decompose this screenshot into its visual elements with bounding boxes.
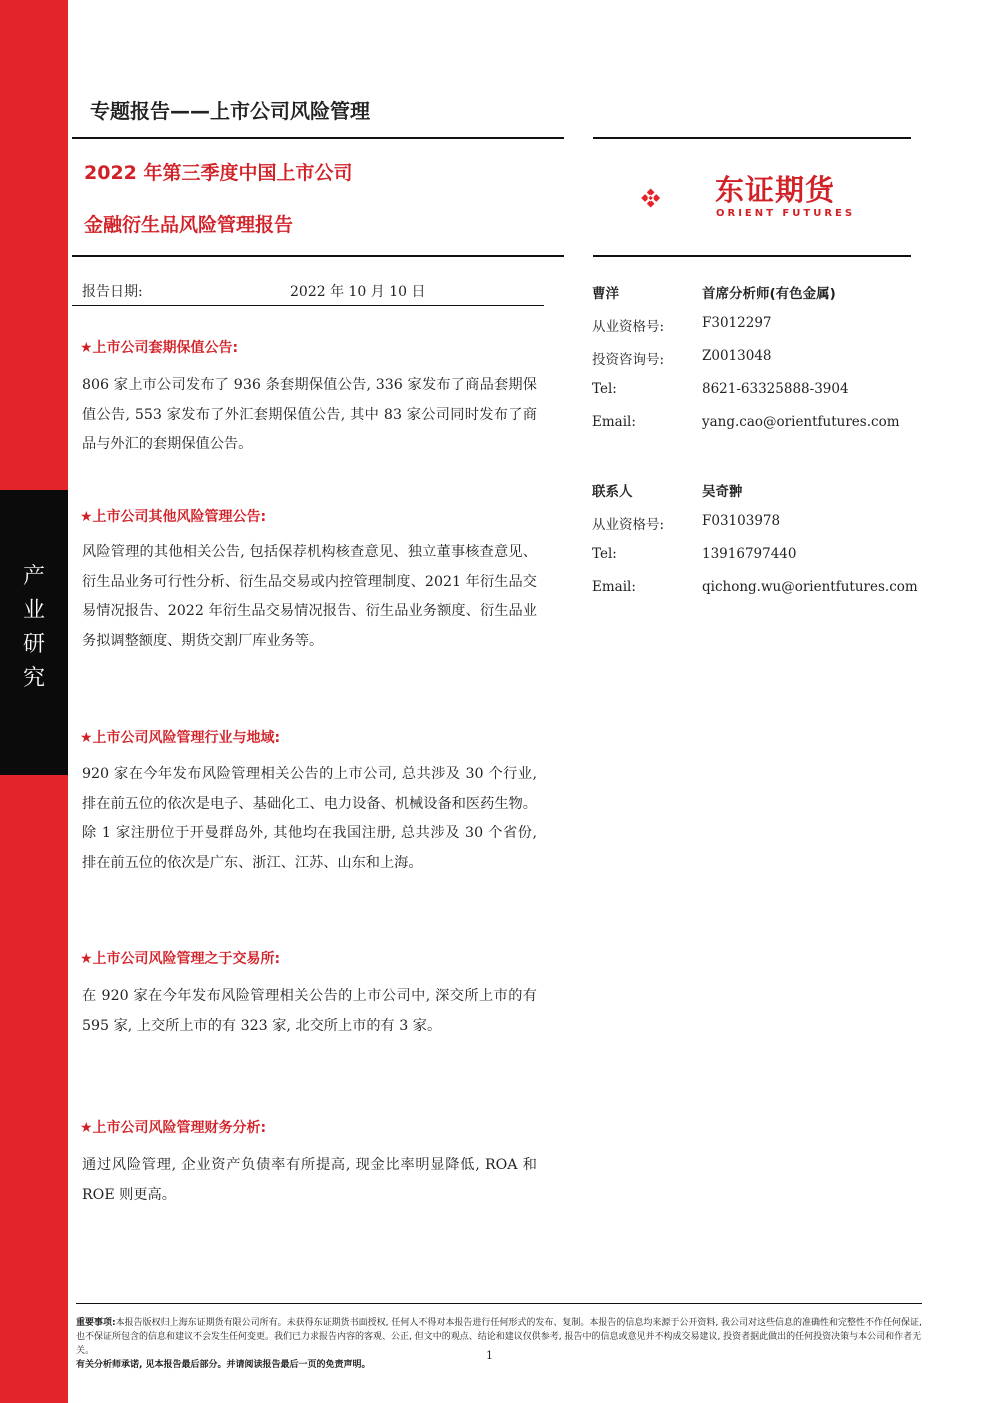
report-date-label: 报告日期: xyxy=(82,284,143,300)
contact-qual: F03103978 xyxy=(702,513,781,529)
report-title-line1: 2022 年第三季度中国上市公司 xyxy=(84,162,353,184)
analyst-consult: Z0013048 xyxy=(702,348,772,364)
report-title-line2: 金融衍生品风险管理报告 xyxy=(84,214,294,236)
divider xyxy=(72,305,544,306)
disclaimer-footer: 有关分析师承诺, 见本报告最后部分。并请阅读报告最后一页的免责声明。 xyxy=(76,1360,371,1370)
section-heading: ★上市公司风险管理财务分析: xyxy=(80,1120,267,1136)
category-label xyxy=(0,560,68,696)
section-heading: ★上市公司风险管理行业与地域: xyxy=(80,730,281,746)
analyst-title: 首席分析师(有色金属) xyxy=(702,286,836,302)
section-body: 通过风险管理, 企业资产负债率有所提高, 现金比率明显降低, ROA 和 ROE 则更高。 xyxy=(82,1157,537,1203)
category-char: 业 xyxy=(22,598,45,623)
category-char: 究 xyxy=(22,666,45,691)
disclaimer xyxy=(76,1316,926,1372)
category-char: 产 xyxy=(22,564,45,589)
section-heading: ★上市公司套期保值公告: xyxy=(80,340,239,356)
divider xyxy=(593,137,911,139)
contact-qual-label: 从业资格号: xyxy=(592,517,665,533)
analyst-consult-label: 投资咨询号: xyxy=(592,352,665,368)
analyst-qual-label: 从业资格号: xyxy=(592,319,665,335)
section-body: 920 家在今年发布风险管理相关公告的上市公司, 总共涉及 30 个行业, 排在前五位的依次是电子、基础化工、电力设备、机械设备和医药生物。除 1 家注册位于开曼群岛外, 其他均在我国注册, 总共涉及 30 个省份, 排在前五位的依次是广东、浙江、江苏、山东和上海。 xyxy=(82,766,537,871)
orient-futures-logo-icon xyxy=(640,168,710,228)
contact-role: 联系人 xyxy=(592,484,633,500)
analyst-tel-label: Tel: xyxy=(592,381,617,397)
divider xyxy=(72,137,564,139)
logo-name-cn: 东证期货 xyxy=(715,173,836,207)
series-title: 专题报告——上市公司风险管理 xyxy=(90,99,370,123)
analyst-tel: 8621-63325888-3904 xyxy=(702,381,849,397)
logo-name-en: ORIENT FUTURES xyxy=(716,208,856,219)
contact-email-label: Email: xyxy=(592,579,636,595)
category-char: 研 xyxy=(22,632,45,657)
analyst-name: 曹洋 xyxy=(592,286,619,302)
disclaimer-label: 重要事项: xyxy=(76,1318,116,1328)
contact-email[interactable]: qichong.wu@orientfutures.com xyxy=(702,579,918,595)
section-body: 806 家上市公司发布了 936 条套期保值公告, 336 家发布了商品套期保值公告, 553 家发布了外汇套期保值公告, 其中 83 家公司同时发布了商品与外汇的套期保值公告。 xyxy=(82,377,537,452)
contact-name: 吴奇翀 xyxy=(702,484,743,500)
analyst-email-label: Email: xyxy=(592,414,636,430)
divider xyxy=(593,255,911,257)
contact-tel: 13916797440 xyxy=(702,546,797,562)
section-heading: ★上市公司风险管理之于交易所: xyxy=(80,951,281,967)
report-date-value: 2022 年 10 月 10 日 xyxy=(290,284,426,300)
page-number: 1 xyxy=(486,1349,493,1362)
footer-divider xyxy=(76,1303,922,1304)
disclaimer-text: 本报告版权归上海东证期货有限公司所有。未获得东证期货书面授权, 任何人不得对本报告进行任何形式的发布、复制。本报告的信息均来源于公开资料, 我公司对这些信息的准确性和完整性不作任何保证, 也不保证所包含的信息和建议不会发生任何变更。我们已力求报告内容的客观、公正, 但文中的观点、结论和建议仅供参考, 报告中的信息或意见并不构成交易建议, 投资者据此做出的任何投资决策与本公司和作者无关。 xyxy=(76,1318,922,1356)
analyst-qual: F3012297 xyxy=(702,315,772,331)
section-body: 在 920 家在今年发布风险管理相关公告的上市公司中, 深交所上市的有 595 家, 上交所上市的有 323 家, 北交所上市的有 3 家。 xyxy=(82,988,537,1034)
contact-tel-label: Tel: xyxy=(592,546,617,562)
section-body: 风险管理的其他相关公告, 包括保荐机构核查意见、独立董事核查意见、衍生品业务可行性分析、衍生品交易或内控管理制度、2021 年衍生品交易情况报告、2022 年衍生品交易情况报告、衍生品业务额度、衍生品业务拟调整额度、期货交割厂库业务等。 xyxy=(82,544,537,649)
analyst-email[interactable]: yang.cao@orientfutures.com xyxy=(702,414,900,430)
section-heading: ★上市公司其他风险管理公告: xyxy=(80,509,267,525)
divider xyxy=(72,255,564,257)
